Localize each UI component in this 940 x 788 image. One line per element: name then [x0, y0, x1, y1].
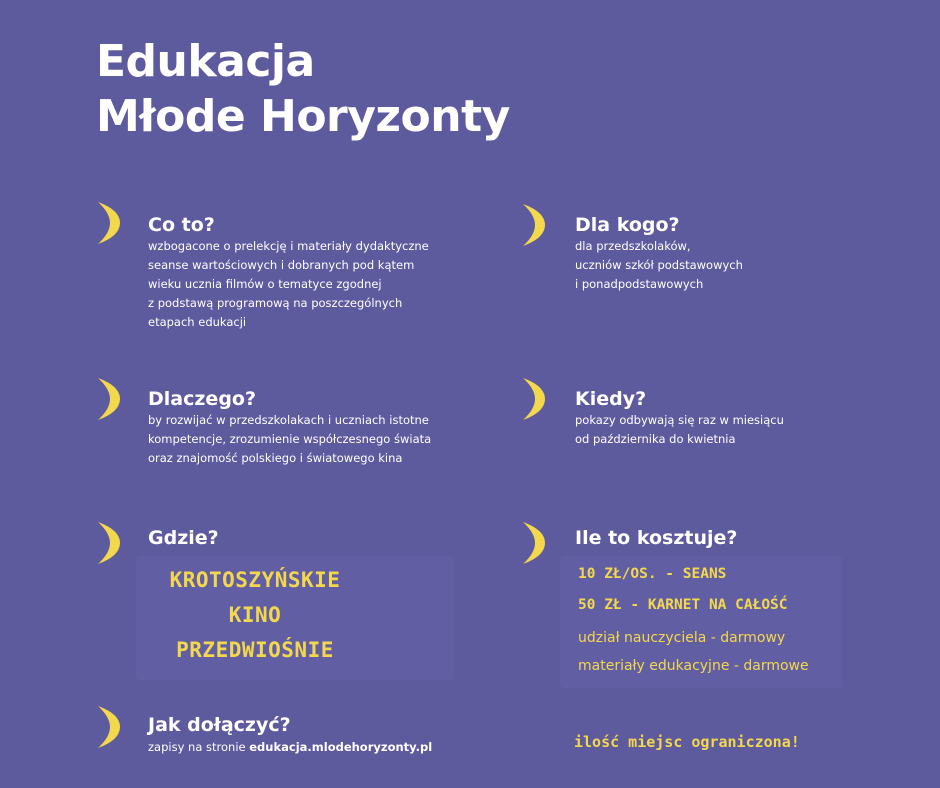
price-karnet: 50 ZŁ - KARNET NA CAŁOŚĆ [578, 597, 788, 613]
section-body-kiedy [575, 411, 784, 449]
chevron-icon [96, 520, 122, 566]
title-line-2: Młode Horyzonty [96, 91, 510, 142]
chevron-icon [96, 704, 122, 750]
signup-link[interactable]: edukacja.mlodehoryzonty.pl [249, 740, 433, 754]
page-title [96, 34, 510, 144]
body-line: od października do kwietnia [575, 432, 736, 446]
body-line: wieku ucznia filmów o tematyce zgodnej [148, 277, 382, 291]
section-body-jak-dolaczyc [148, 738, 432, 757]
limited-seats-notice: ilość miejsc ograniczona! [574, 733, 800, 751]
place-line: KINO [228, 603, 282, 627]
body-line: z podstawą programową na poszczególnych [148, 296, 403, 310]
free-teacher: udział nauczyciela - darmowy [578, 630, 786, 646]
body-line: oraz znajomość polskiego i światowego kina [148, 451, 403, 465]
body-line: etapach edukacji [148, 315, 247, 329]
body-line: dla przedszkolaków, [575, 239, 691, 253]
body-line: by rozwijać w przedszkolakach i uczniach istotne [148, 413, 429, 427]
section-heading-co-to: Co to? [148, 214, 215, 236]
place-line: PRZEDWIOŚNIE [176, 638, 334, 662]
section-body-co-to [148, 237, 429, 332]
section-heading-jak-dolaczyc: Jak dołączyć? [148, 714, 291, 736]
chevron-icon [521, 376, 547, 422]
chevron-icon [96, 376, 122, 422]
body-line: kompetencje, zrozumienie współczesnego świata [148, 432, 432, 446]
chevron-icon [521, 202, 547, 248]
body-line: uczniów szkół podstawowych [575, 258, 743, 272]
section-heading-gdzie: Gdzie? [148, 527, 219, 549]
section-body-dla-kogo [575, 237, 743, 294]
price-seans: 10 ZŁ/OS. - SEANS [578, 566, 727, 582]
body-line: seanse wartościowych i dobranych pod kątem [148, 258, 415, 272]
section-heading-koszt: Ile to kosztuje? [575, 527, 738, 549]
section-heading-dlaczego: Dlaczego? [148, 388, 256, 410]
body-line: pokazy odbywają się raz w miesiącu [575, 413, 784, 427]
body-line: wzbogacone o prelekcję i materiały dydaktyczne [148, 239, 429, 253]
section-heading-kiedy: Kiedy? [575, 388, 647, 410]
chevron-icon [96, 200, 122, 246]
join-text: zapisy na stronie [148, 740, 250, 754]
body-line: i ponadpodstawowych [575, 277, 704, 291]
section-body-dlaczego [148, 411, 431, 468]
place-name [136, 563, 374, 668]
free-materials: materiały edukacyjne - darmowe [578, 658, 809, 674]
chevron-icon [521, 520, 547, 566]
place-line: KROTOSZYŃSKIE [169, 568, 341, 592]
section-heading-dla-kogo: Dla kogo? [575, 214, 680, 236]
title-line-1: Edukacja [96, 36, 315, 87]
